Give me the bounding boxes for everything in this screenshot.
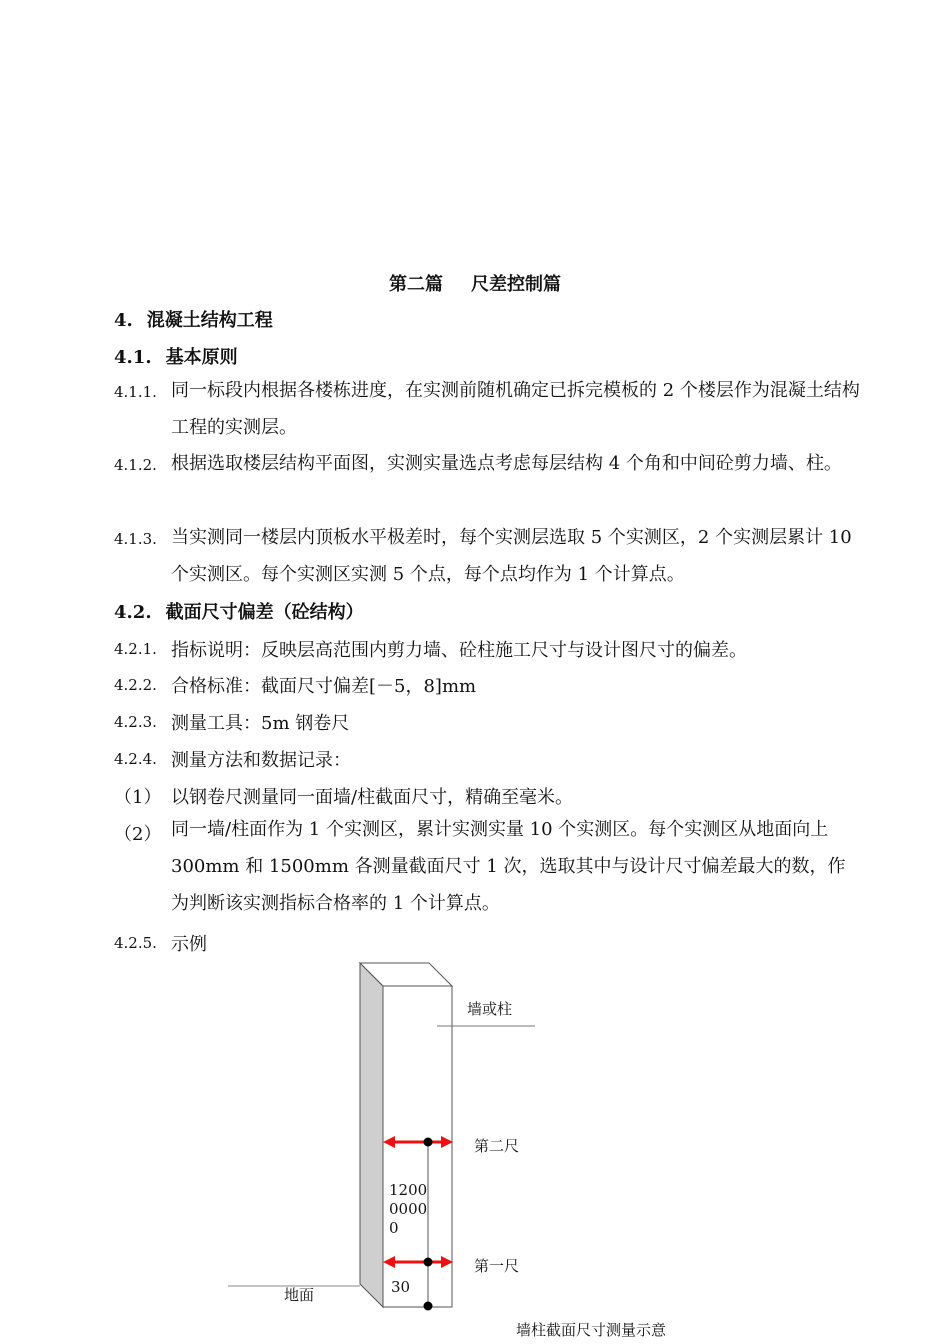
second-measurement-point — [424, 1138, 433, 1147]
clause-number-4-1-1: 4.1.1. — [114, 383, 157, 401]
section-number: 4.1. — [114, 347, 152, 368]
second-measure-label: 第二尺 — [474, 1137, 520, 1155]
clause-text-4-2-4: 测量方法和数据记录： — [171, 750, 351, 771]
title-name: 尺差控制篇 — [471, 274, 561, 295]
lower-dimension-text: 30 — [391, 1278, 411, 1296]
item-text-1: 以钢卷尺测量同一面墙/柱截面尺寸，精确至毫米。 — [171, 787, 574, 808]
clause-text-4-2-3: 测量工具：5m 钢卷尺 — [171, 713, 350, 734]
wall-side-face — [360, 963, 383, 1307]
clause-text-4-1-2: 根据选取楼层结构平面图，实测实量选点考虑每层结构 4 个角和中间砼剪力墙、柱。 — [171, 453, 842, 474]
clause-number-4-1-2: 4.1.2. — [114, 456, 157, 474]
figure-caption: 墙柱截面尺寸测量示意 — [516, 1321, 667, 1339]
section-number: 4. — [114, 310, 133, 331]
first-measurement-point — [424, 1258, 433, 1267]
section-number: 4.2. — [114, 602, 152, 623]
clause-text-4-1-1: 同一标段内根据各楼栋进度，在实测前随机确定已拆完模板的 2 个楼层作为混凝土结构工程的实测层。 — [171, 380, 860, 438]
clause-number-4-2-5: 4.2.5. — [114, 934, 157, 952]
clause-text-4-2-2: 合格标准：截面尺寸偏差[－5，8]mm — [171, 676, 477, 697]
title-part: 第二篇 — [389, 274, 443, 295]
upper-dimension-text-3: 0 — [389, 1219, 399, 1237]
item-number-2: （2） — [114, 824, 162, 845]
wall-label: 墙或柱 — [467, 1000, 513, 1018]
item-text-2: 同一墙/柱面作为 1 个实测区，累计实测实量 10 个实测区。每个实测区从地面向上 300mm 和 1500mm 各测量截面尺寸 1 次，选取其中与设计尺寸偏差最大的数，作为判断该实测指标合格率的 1 个计算点。 — [171, 819, 846, 914]
first-measure-label: 第一尺 — [474, 1257, 520, 1275]
ground-label: 地面 — [284, 1286, 315, 1304]
clause-text-4-1-3: 当实测同一楼层内顶板水平极差时，每个实测层选取 5 个实测区，2 个实测层累计 10 个实测区。每个实测区实测 5 个点，每个点均作为 1 个计算点。 — [171, 527, 852, 585]
item-number-1: （1） — [114, 787, 162, 808]
upper-dimension-text-1: 1200 — [389, 1181, 428, 1199]
clause-text-4-2-5: 示例 — [171, 934, 207, 955]
section-title: 基本原则 — [165, 347, 238, 368]
clause-number-4-2-2: 4.2.2. — [114, 676, 157, 694]
clause-number-4-2-3: 4.2.3. — [114, 713, 157, 731]
section-title: 混凝土结构工程 — [146, 310, 273, 331]
upper-dimension-text-2: 0000 — [389, 1200, 428, 1218]
base-point — [424, 1302, 433, 1311]
clause-number-4-2-4: 4.2.4. — [114, 750, 157, 768]
clause-text-4-2-1: 指标说明：反映层高范围内剪力墙、砼柱施工尺寸与设计图尺寸的偏差。 — [171, 640, 747, 661]
section-title: 截面尺寸偏差（砼结构） — [165, 602, 364, 623]
clause-number-4-1-3: 4.1.3. — [114, 530, 157, 548]
clause-number-4-2-1: 4.2.1. — [114, 640, 157, 658]
